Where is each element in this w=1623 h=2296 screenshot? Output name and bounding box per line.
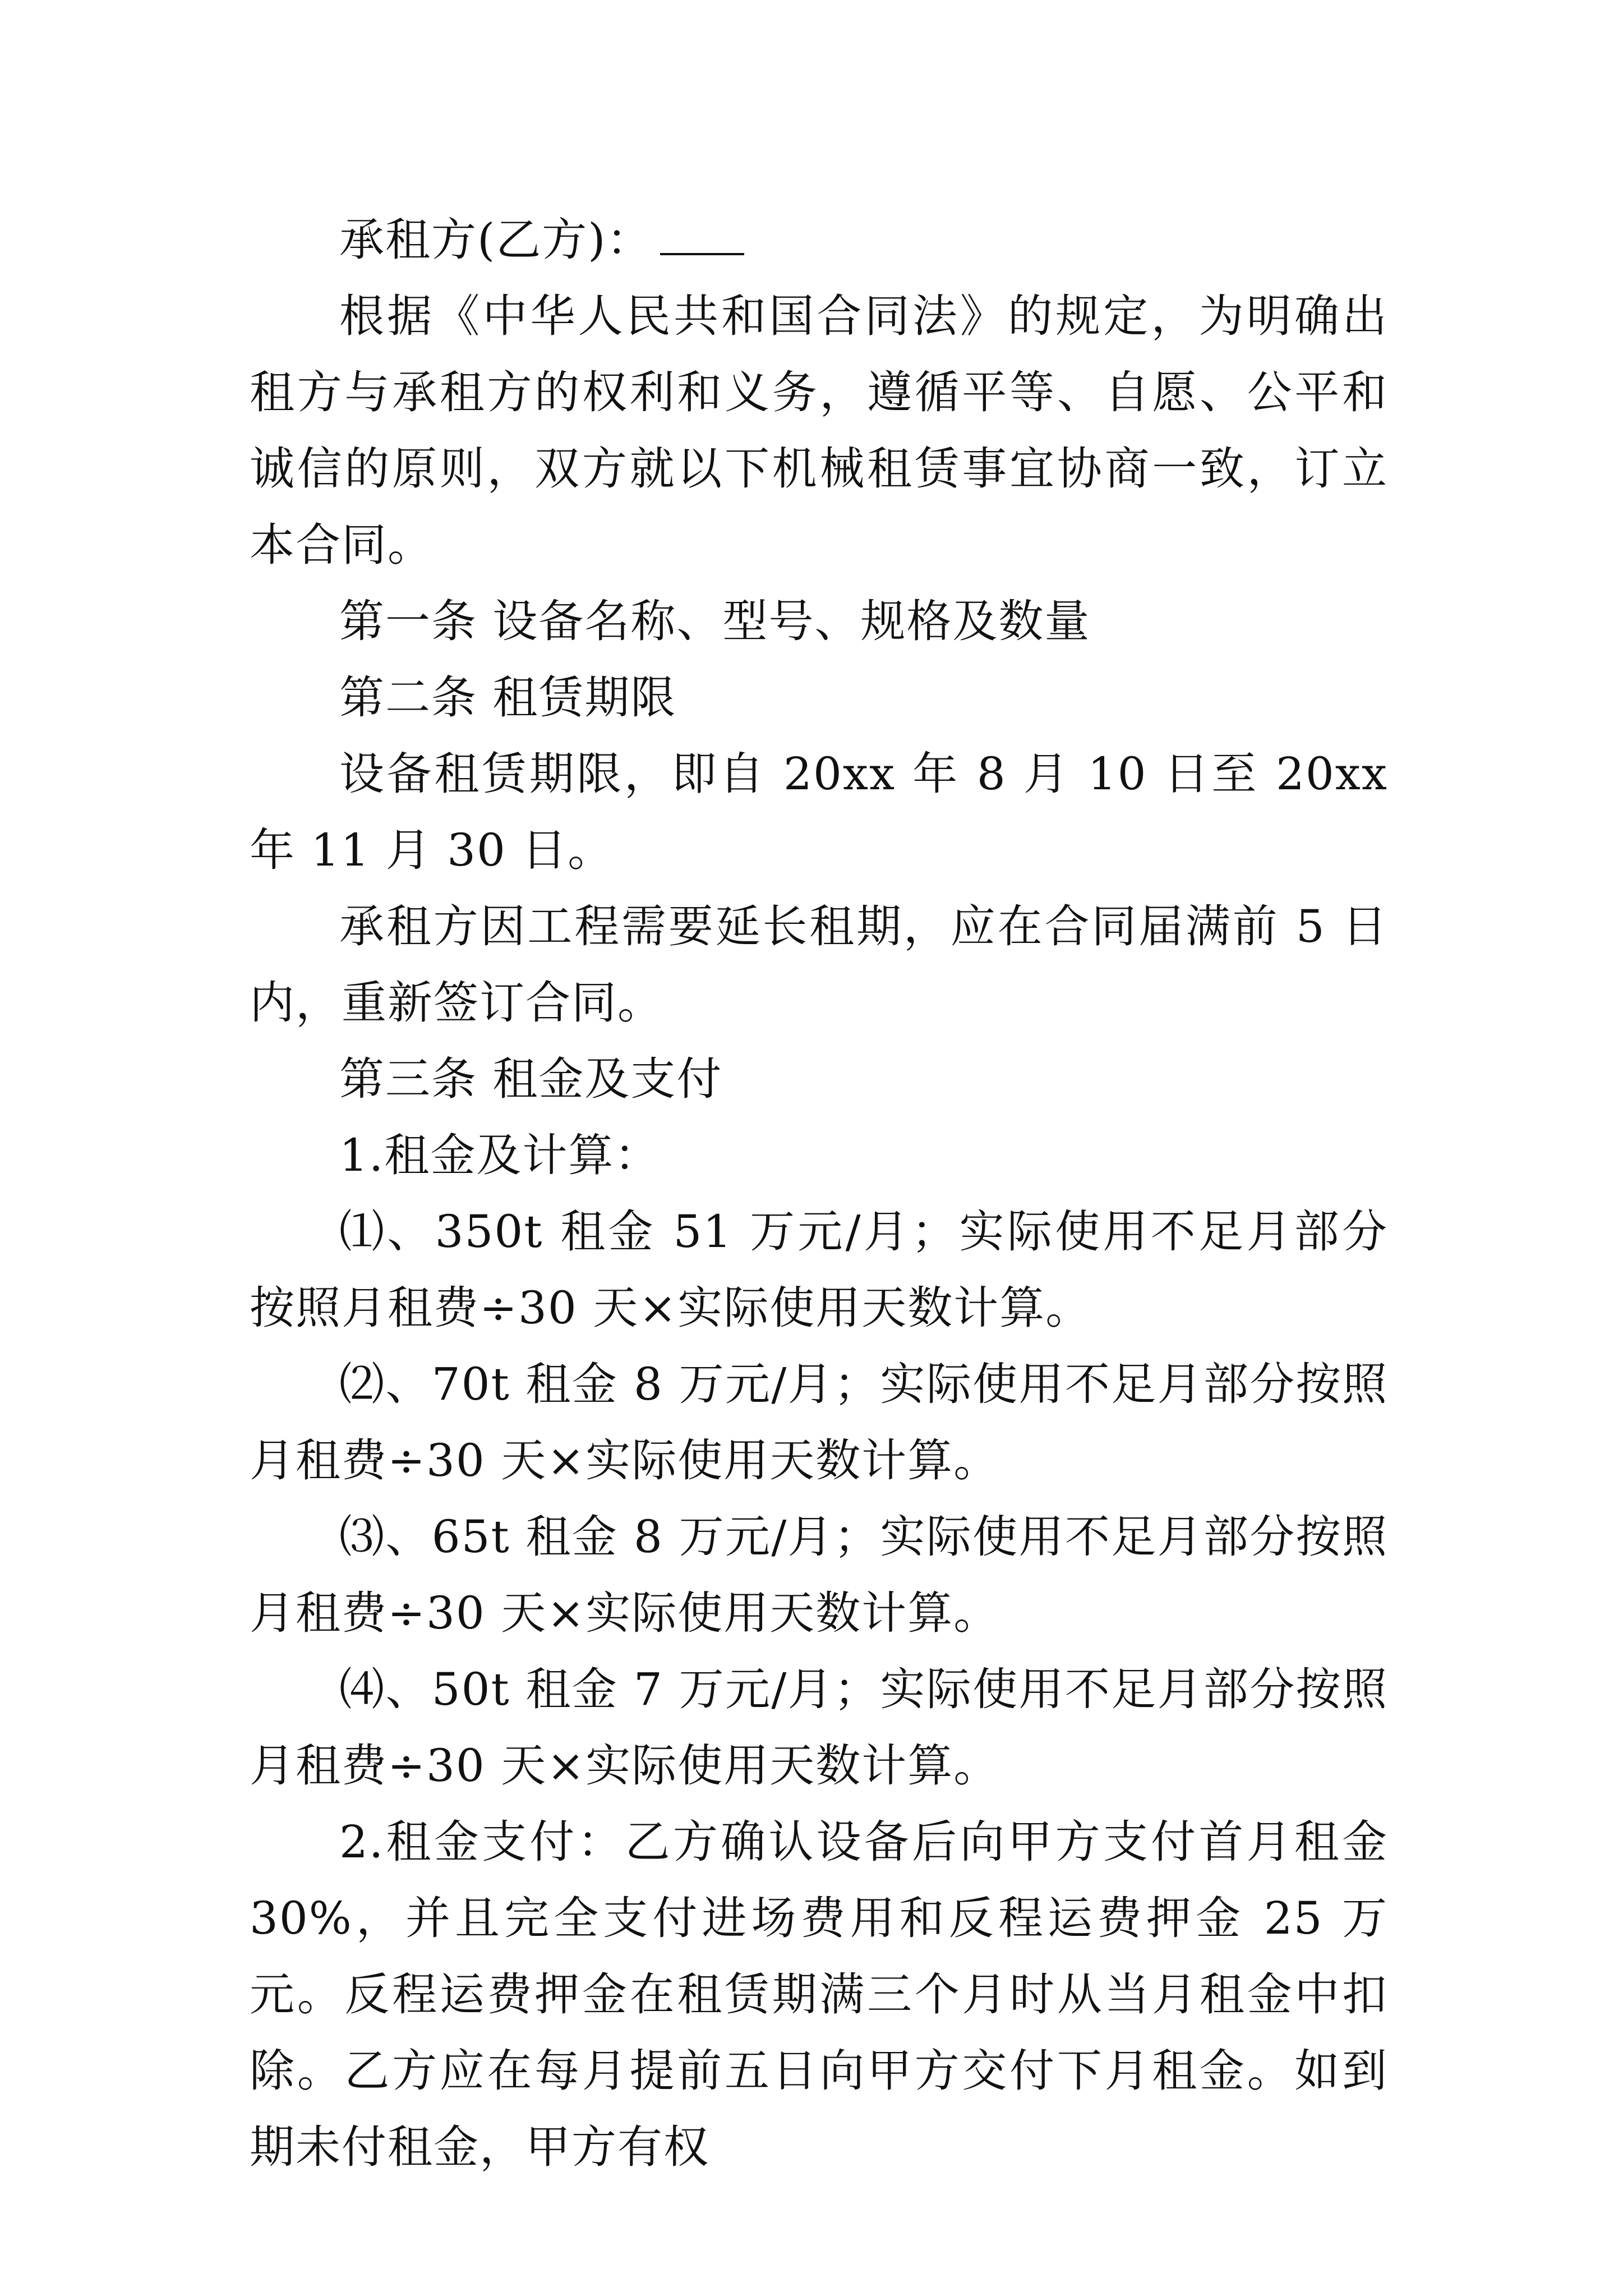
lease-term-paragraph: 设备租赁期限，即自 20xx 年 8 月 10 日至 20xx 年 11 月 30 日。 xyxy=(250,748,1388,876)
intro-paragraph: 根据《中华人民共和国合同法》的规定，为明确出租方与承租方的权利和义务，遵循平等、自愿、公平和诚信的原则，双方就以下机械租赁事宜协商一致，订立本合同。 xyxy=(250,290,1388,571)
rent-item-3: ⑶、65t 租金 8 万元/月；实际使用不足月部分按照月租费÷30 天×实际使用天数计算。 xyxy=(250,1511,1388,1639)
article-3-heading: 第三条 租金及支付 xyxy=(339,1053,723,1105)
rent-calculation-heading: 1.租金及计算： xyxy=(339,1129,661,1181)
lessee-label: 承租方(乙方)： xyxy=(339,214,653,266)
lessee-blank-field xyxy=(660,214,744,255)
extension-paragraph: 承租方因工程需要延长租期，应在合同届满前 5 日内，重新签订合同。 xyxy=(250,900,1388,1029)
article-1-heading: 第一条 设备名称、型号、规格及数量 xyxy=(339,595,1091,647)
rent-item-2: ⑵、70t 租金 8 万元/月；实际使用不足月部分按照月租费÷30 天×实际使用天数计算。 xyxy=(250,1358,1388,1487)
rent-item-4: ⑷、50t 租金 7 万元/月；实际使用不足月部分按照月租费÷30 天×实际使用天数计算。 xyxy=(250,1663,1388,1792)
rent-payment-paragraph: 2.租金支付：乙方确认设备后向甲方支付首月租金 30%，并且完全支付进场费用和反程运费押金 25 万 元。反程运费押金在租赁期满三个月时从当月租金中扣除。乙方应在每月提前五日向甲方交付下月租金。如到期未付租金，甲方有权 xyxy=(250,1816,1388,2173)
article-2-heading: 第二条 租赁期限 xyxy=(339,671,677,724)
lessee-line xyxy=(250,202,1388,278)
document-body xyxy=(250,202,1388,2185)
rent-item-1: ⑴、350t 租金 51 万元/月；实际使用不足月部分按照月租费÷30 天×实际使用天数计算。 xyxy=(250,1205,1388,1334)
